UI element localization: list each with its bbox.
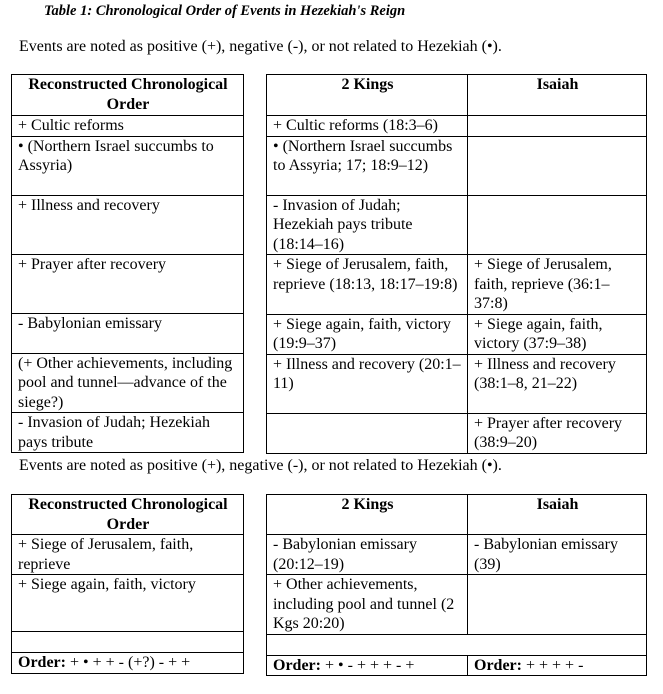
table-cell: - Invasion of Judah; Hezekiah pays tribute [12,413,244,453]
kings-isaiah-table-2 [266,494,647,676]
table-cell [468,195,647,255]
order-summary-reconstructed [12,653,244,674]
table-cell: + Illness and recovery [12,195,244,254]
table-cell: + Prayer after recovery [12,254,244,313]
reconstructed-order-table-2 [11,494,244,674]
column-header-isaiah: Isaiah [468,75,647,116]
legend-note: Events are noted as positive (+), negative (-), or not related to Hezekiah (•). [19,38,502,55]
table-cell: + Siege again, faith, victory (37:9–38) [468,314,647,354]
column-header-isaiah: Isaiah [468,495,647,535]
order-sequence: + • + + - (+?) - + + [69,654,191,671]
order-label: Order: [474,656,522,674]
table-cell: + Siege again, faith, victory [12,575,244,632]
table-cell [468,575,647,635]
table-cell [468,116,647,137]
kings-isaiah-table-1 [266,74,647,454]
table-cell: + Cultic reforms (18:3–6) [267,116,468,137]
table-cell: + Illness and recovery (38:1–8, 21–22) [468,354,647,413]
table-caption: Table 1: Chronological Order of Events in Hezekiah's Reign [44,3,406,19]
order-label: Order: [273,656,321,674]
table-cell: + Siege of Jerusalem, faith, reprieve (18:13, 18:17–19:8) [267,255,468,315]
column-header-reconstructed: Reconstructed Chronological Order [12,495,244,535]
order-summary-isaiah [468,655,647,676]
table-cell: (+ Other achievements, including pool and tunnel—advance of the siege?) [12,353,244,413]
order-sequence: + + + + - [525,656,584,674]
table-cell: - Babylonian emissary (39) [468,535,647,575]
table-cell: + Siege of Jerusalem, faith, reprieve [12,535,244,575]
column-header-reconstructed: Reconstructed Chronological Order [12,75,244,116]
table-cell: - Babylonian emissary (20:12–19) [267,535,468,575]
table-cell: - Invasion of Judah; Hezekiah pays tribute (18:14–16) [267,195,468,255]
table-cell: • (Northern Israel succumbs to Assyria) [12,136,244,195]
legend-note: Events are noted as positive (+), negative (-), or not related to Hezekiah (•). [19,457,502,474]
table-cell: + Prayer after recovery (38:9–20) [468,413,647,453]
column-header-2-kings: 2 Kings [267,75,468,116]
table-cell [468,136,647,195]
table-cell [267,413,468,453]
table-cell [12,632,244,653]
order-summary-2-kings [267,655,468,676]
table-cell: • (Northern Israel succumbs to Assyria; 17; 18:9–12) [267,136,468,195]
table-cell: + Cultic reforms [12,116,244,137]
order-sequence: + • - + + + - + [324,656,415,674]
table-cell [267,634,647,655]
table-cell: + Siege again, faith, victory (19:9–37) [267,314,468,354]
table-cell: - Babylonian emissary [12,313,244,353]
table-cell: + Other achievements, including pool and tunnel (2 Kgs 20:20) [267,575,468,635]
table-cell: + Illness and recovery (20:1–11) [267,354,468,413]
order-label: Order: [18,654,66,671]
reconstructed-order-table-1 [11,74,244,453]
column-header-2-kings: 2 Kings [267,495,468,535]
table-cell: + Siege of Jerusalem, faith, reprieve (36:1–37:8) [468,255,647,315]
